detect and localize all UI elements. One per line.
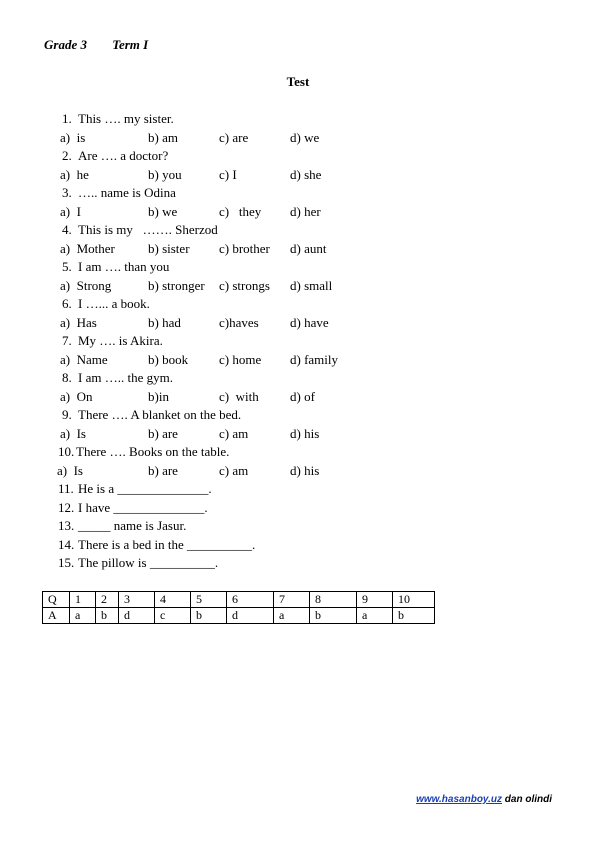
answer-option: b) we bbox=[148, 203, 178, 219]
answer-table-answer-row bbox=[43, 608, 435, 624]
answer-option: c) they bbox=[219, 203, 262, 219]
test-title: Test bbox=[286, 74, 310, 89]
answer-option: d) aunt bbox=[290, 240, 327, 256]
answer-table-q-cell: 2 bbox=[96, 592, 119, 608]
answer-option: a) Mother bbox=[60, 240, 115, 256]
question-number: 6. bbox=[62, 296, 72, 311]
answer-option: c) are bbox=[219, 129, 249, 145]
footer-credit bbox=[416, 794, 552, 805]
question-text: He is a ______________. bbox=[78, 481, 212, 496]
question-text: _____ name is Jasur. bbox=[78, 518, 187, 533]
question-number: 11. bbox=[58, 481, 74, 496]
question-text: This is my ……. Sherzod bbox=[78, 222, 218, 237]
answer-table-a-cell: b bbox=[191, 608, 227, 624]
answer-option: c) home bbox=[219, 351, 262, 367]
answer-option: d) small bbox=[290, 277, 333, 293]
answer-option: c) strongs bbox=[219, 277, 270, 293]
answer-option: a) I bbox=[60, 203, 81, 219]
answer-table-q-cell: 8 bbox=[310, 592, 357, 608]
question-number: 2. bbox=[62, 148, 72, 163]
answer-table-q-cell: 7 bbox=[274, 592, 310, 608]
answer-option: d) his bbox=[290, 425, 320, 441]
answer-table-a-cell: a bbox=[357, 608, 393, 624]
answer-option: a) Strong bbox=[60, 277, 112, 293]
question-number: 3. bbox=[62, 185, 72, 200]
footer-suffix: dan olindi bbox=[502, 794, 552, 805]
question-text: I have ______________. bbox=[78, 499, 208, 515]
question-number: 9. bbox=[62, 407, 72, 422]
answer-option: d) his bbox=[290, 462, 320, 478]
answer-table-a-cell: c bbox=[155, 608, 191, 624]
document-header bbox=[44, 37, 148, 53]
question-text: This …. my sister. bbox=[78, 111, 174, 126]
answer-option: b) book bbox=[148, 351, 189, 367]
question-text: My …. is Akira. bbox=[78, 333, 163, 348]
question-text: I am …. than you bbox=[78, 259, 170, 274]
answer-table-a-cell: d bbox=[119, 608, 155, 624]
question-text: ….. name is Odina bbox=[78, 185, 176, 200]
answer-option: a) Is bbox=[60, 425, 86, 441]
answer-option: d) have bbox=[290, 314, 329, 330]
answer-option: a) On bbox=[60, 388, 93, 404]
question-text: I …... a book. bbox=[78, 296, 150, 311]
answer-table bbox=[42, 591, 435, 624]
answer-option: c) I bbox=[219, 166, 237, 182]
answer-option: b) had bbox=[148, 314, 181, 330]
answer-option: b) are bbox=[148, 462, 178, 478]
answer-table-question-row bbox=[43, 592, 435, 608]
question-number: 15. bbox=[58, 555, 75, 570]
answer-table-q-label: Q bbox=[43, 592, 70, 608]
answer-table-q-cell: 3 bbox=[119, 592, 155, 608]
answer-table-a-cell: d bbox=[227, 608, 274, 624]
answer-table-a-label: A bbox=[43, 608, 70, 624]
answer-option: b) are bbox=[148, 425, 178, 441]
source-link[interactable]: www.hasanboy.uz bbox=[416, 794, 502, 805]
answer-option: b) you bbox=[148, 166, 182, 182]
answer-table-a-cell: a bbox=[70, 608, 96, 624]
answer-table-a-cell: b bbox=[393, 608, 435, 624]
question-number: 8. bbox=[62, 370, 72, 385]
answer-table-a-cell: b bbox=[310, 608, 357, 624]
answer-option: c) am bbox=[219, 425, 249, 441]
answer-option: d) we bbox=[290, 129, 320, 145]
answer-option: a) Has bbox=[60, 314, 97, 330]
question-number: 13. bbox=[58, 518, 75, 533]
answer-table-q-cell: 10 bbox=[393, 592, 435, 608]
answer-option: c) with bbox=[219, 388, 259, 404]
question-text: Are …. a doctor? bbox=[78, 148, 169, 163]
answer-table-a-cell: b bbox=[96, 608, 119, 624]
answer-option: d) her bbox=[290, 203, 321, 219]
answer-option: d) family bbox=[290, 351, 339, 367]
question-text: The pillow is __________. bbox=[78, 555, 219, 570]
grade-label: Grade 3 bbox=[44, 37, 87, 52]
answer-option: c) am bbox=[219, 462, 249, 478]
answer-option: c) brother bbox=[219, 240, 270, 256]
answer-option: a) Is bbox=[57, 462, 83, 478]
answer-table-q-cell: 5 bbox=[191, 592, 227, 608]
question-number: 4. bbox=[62, 222, 72, 237]
answer-option: b) stronger bbox=[148, 277, 205, 293]
question-text: There …. A blanket on the bed. bbox=[78, 407, 242, 422]
answer-table-q-cell: 4 bbox=[155, 592, 191, 608]
question-number: 10. bbox=[58, 444, 75, 459]
answer-option: a) he bbox=[60, 166, 89, 182]
answer-table-q-cell: 1 bbox=[70, 592, 96, 608]
question-number: 1. bbox=[62, 111, 72, 126]
answer-option: c)haves bbox=[219, 314, 259, 330]
answer-table-a-cell: a bbox=[274, 608, 310, 624]
question-number: 12. bbox=[58, 499, 75, 515]
question-text: There …. Books on the table. bbox=[76, 444, 230, 459]
question-number: 7. bbox=[62, 333, 72, 348]
answer-option: b) sister bbox=[148, 240, 190, 256]
question-number: 14. bbox=[58, 536, 75, 552]
answer-table-q-cell: 9 bbox=[357, 592, 393, 608]
answer-option: a) is bbox=[60, 129, 86, 145]
answer-option: b) am bbox=[148, 129, 178, 145]
question-number: 5. bbox=[62, 259, 72, 274]
question-text: I am ….. the gym. bbox=[78, 370, 173, 385]
question-text: There is a bed in the __________. bbox=[78, 536, 256, 552]
answer-option: b)in bbox=[148, 388, 169, 404]
answer-option: a) Name bbox=[60, 351, 108, 367]
term-label: Term I bbox=[112, 37, 149, 52]
answer-option: d) of bbox=[290, 388, 315, 404]
answer-table-q-cell: 6 bbox=[227, 592, 274, 608]
answer-option: d) she bbox=[290, 166, 322, 182]
